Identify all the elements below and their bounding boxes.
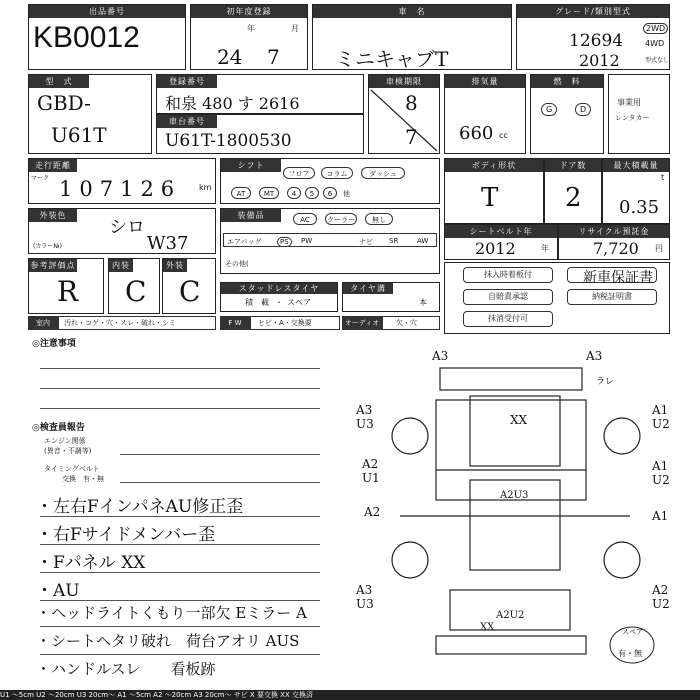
interior-header: 内装 xyxy=(109,259,133,272)
report-timing: タイミングベルト xyxy=(44,465,100,473)
plate-value: 和泉 480 す 2616 xyxy=(165,94,300,113)
model-box xyxy=(28,74,152,154)
reg-month-mark: 月 xyxy=(291,24,299,33)
eval-box xyxy=(28,258,104,314)
chassis-header: 車台番号 xyxy=(157,115,217,128)
note-2: ・右Fサイドメンバー歪 xyxy=(36,525,216,545)
shift-dash: ダッシュ xyxy=(361,167,405,179)
ib-3: 穴 xyxy=(106,319,113,327)
color-code: W37 xyxy=(147,233,189,254)
inspection-month-top: 8 xyxy=(405,91,418,115)
equip-pw: PW xyxy=(301,237,313,245)
diag-label-12: U2 xyxy=(652,473,670,487)
note-7: ・ハンドルスレ 看板跡 xyxy=(36,660,216,678)
diag-label-6: A1 xyxy=(652,403,669,417)
equip-airbag: エアバッグ xyxy=(227,238,262,246)
interior-box xyxy=(108,258,160,314)
inspection-strike xyxy=(369,88,439,153)
fuel-box xyxy=(530,74,604,154)
doc-item-2: 自賠責承認 xyxy=(463,289,553,305)
ib-5: 破れ xyxy=(141,319,155,327)
grade-value-1: 12694 xyxy=(569,31,624,51)
doc-stamp: 新車保証書 xyxy=(583,270,653,286)
belt-value: 2012 xyxy=(475,239,516,258)
disp-value: 660 xyxy=(459,123,494,144)
load-box xyxy=(602,158,670,224)
doc-item-3: 抹消受付可 xyxy=(463,311,553,327)
shift-floor: フロア xyxy=(283,167,315,179)
shift-6: 6 xyxy=(323,187,337,199)
belt-box xyxy=(444,224,558,260)
load-header: 最大積載量 xyxy=(603,159,669,172)
lot-header: 出品番号 xyxy=(29,5,185,18)
engine-line xyxy=(120,454,320,455)
body-header: ボディ形状 xyxy=(445,159,543,172)
interior-bar-items: 汚れ・コゲ・穴・スレ・破れ・シミ xyxy=(64,319,176,327)
disp-unit: cc xyxy=(499,131,508,140)
ib-1: 汚れ xyxy=(64,319,78,327)
diag-label-15: A2U3 xyxy=(500,490,529,501)
eval-header: 参考評価点 xyxy=(30,261,76,270)
front-bumper xyxy=(440,368,582,390)
plate-box xyxy=(156,74,364,114)
fuel-g: G xyxy=(541,103,557,116)
spare-label: スペア xyxy=(622,628,643,636)
note-1: ・左右FインパネAU修正歪 xyxy=(36,497,244,517)
car-diagram xyxy=(340,340,680,680)
fuel-d: D xyxy=(575,103,591,116)
note-3: ・Fパネル XX xyxy=(36,553,146,573)
fw-1: ヒビ xyxy=(258,319,272,327)
exterior-value: C xyxy=(179,275,201,308)
reg-month: 7 xyxy=(267,45,280,69)
load-unit: t xyxy=(661,173,665,182)
tire-box xyxy=(342,282,440,312)
diag-label-10: A2 xyxy=(364,505,381,519)
diag-label-11: A1 xyxy=(652,459,669,473)
usage-business: 事業用 xyxy=(617,98,641,107)
body-value: T xyxy=(481,183,499,213)
fw-label: F W xyxy=(220,316,250,330)
equip-sr: SR xyxy=(389,237,399,245)
equip-aw: AW xyxy=(417,237,429,245)
studless-opt-1: 積 載 xyxy=(245,298,269,307)
reg-year-mark: 年 xyxy=(247,24,255,33)
report-timing2: 交換 有・無 xyxy=(62,475,104,483)
diag-label-17: U3 xyxy=(356,597,374,611)
audio-label: オーディオ xyxy=(342,316,382,330)
usage-rental: レンタカー xyxy=(615,114,650,122)
caution-title: ◎注意事項 xyxy=(32,339,76,349)
diag-label-13: A1 xyxy=(652,509,669,523)
fuel-header: 燃 料 xyxy=(531,75,603,88)
equipment-header: 装備品 xyxy=(221,209,281,222)
diag-label-7: U2 xyxy=(652,417,670,431)
reg-box xyxy=(190,4,308,70)
note-6: ・シートヘタリ破れ 荷台アオリ AUS xyxy=(36,632,300,650)
eval-value: R xyxy=(57,275,79,308)
studless-opt-3: スペア xyxy=(287,298,311,307)
name-box xyxy=(312,4,512,70)
wheel-fl xyxy=(392,418,428,454)
grade-opt-4wd: 4WD xyxy=(645,39,665,48)
legend-bar: U1 ～5cm U2 ～20cm U3 20cm～ A1 ～5cm A2 ～20cm A3 20cm～ サビ X 要交換 XX 交換済 xyxy=(0,690,700,700)
doc-item-5: 納税証明書 xyxy=(567,289,657,305)
interior-bar-label: 室内 xyxy=(28,316,58,330)
shift-header: シフト xyxy=(221,159,281,172)
shift-column: コラム xyxy=(321,167,353,179)
shift-4: 4 xyxy=(287,187,301,199)
diag-label-3: ラレ xyxy=(596,377,615,387)
mileage-mark: マーク xyxy=(31,175,50,182)
diag-label-19: U2 xyxy=(652,597,670,611)
usage-box xyxy=(608,74,670,154)
note-line-4 xyxy=(40,600,320,601)
wheel-fr xyxy=(604,418,640,454)
report-engine2: (異音・不調等) xyxy=(44,447,92,455)
report-title: ◎検査員報告 xyxy=(32,423,85,433)
disp-box xyxy=(444,74,526,154)
diag-label-18: A2 xyxy=(652,583,669,597)
color-header: 外装色 xyxy=(29,209,77,222)
color-box xyxy=(28,208,216,254)
equip-cooler: クーラー xyxy=(325,213,357,225)
studless-opt-2: ・ xyxy=(275,298,283,307)
shift-other: 他 xyxy=(343,190,350,198)
note-line-1 xyxy=(40,516,320,517)
color-value: シロ xyxy=(109,217,145,238)
ib-4: スレ xyxy=(120,319,134,327)
note-line-3 xyxy=(40,572,320,573)
equip-navi: ナビ xyxy=(359,238,373,246)
au-2: ・ xyxy=(403,319,410,327)
interior-value: C xyxy=(125,275,147,308)
equip-ac: AC xyxy=(293,213,317,225)
hood xyxy=(470,396,560,466)
tire-unit: 本 xyxy=(419,298,427,307)
ib-6: シミ xyxy=(162,319,176,327)
diag-label-1: A3 xyxy=(432,349,449,363)
tire-header: タイヤ溝 xyxy=(343,283,393,294)
docs-box xyxy=(444,262,670,334)
color-code-label: (カラー№) xyxy=(33,243,62,250)
reg-header: 初年度登録 xyxy=(191,5,307,18)
recycle-header: リサイクル預託金 xyxy=(559,225,669,238)
chassis-box xyxy=(156,114,364,154)
mileage-value: 107126 xyxy=(59,177,182,201)
shift-mt: MT xyxy=(259,187,279,199)
note-line-5 xyxy=(40,626,320,627)
grade-opt-2wd: 2WD xyxy=(643,23,668,34)
diag-label-4: A3 xyxy=(356,403,373,417)
fw-3: 交換要 xyxy=(290,319,312,327)
lot-number: KB0012 xyxy=(33,21,140,54)
model-header: 型 式 xyxy=(29,75,89,88)
caution-line-3 xyxy=(40,408,320,409)
mileage-box xyxy=(28,158,216,204)
recycle-box xyxy=(558,224,670,260)
inspection-box xyxy=(368,74,440,154)
diag-label-2: A3 xyxy=(586,349,603,363)
model-value-2: U61T xyxy=(51,123,107,147)
fw-2: A xyxy=(279,319,284,327)
au-3: 穴 xyxy=(410,319,417,327)
diag-label-8: A2 xyxy=(362,457,379,471)
load-value: 0.35 xyxy=(619,197,660,218)
equip-none: 無し xyxy=(365,213,393,225)
caution-line-2 xyxy=(40,388,320,389)
chassis-value: U61T-1800530 xyxy=(165,131,292,151)
exterior-box xyxy=(162,258,216,314)
caution-line-1 xyxy=(40,368,320,369)
audio-items xyxy=(396,318,417,328)
model-value-1: GBD- xyxy=(37,91,91,115)
doc-item-1: 抹入時着板付 xyxy=(463,267,553,283)
spare-opts: 有・無 xyxy=(618,649,642,658)
lot-box xyxy=(28,4,186,70)
grade-value-2: 2012 xyxy=(579,51,620,70)
grade-header: グレード/類別型式 xyxy=(517,5,669,18)
fw-items: ヒビ・A・交換要 xyxy=(258,319,312,327)
doors-header: ドア数 xyxy=(545,159,601,172)
equip-ps: PS xyxy=(277,237,292,247)
diag-label-9: U1 xyxy=(362,471,380,485)
timing-line xyxy=(120,482,320,483)
au-1: 欠 xyxy=(396,319,403,327)
belt-header: シートベルト年 xyxy=(445,225,557,238)
note-line-2 xyxy=(40,544,320,545)
belt-unit: 年 xyxy=(541,244,549,253)
recycle-value: 7,720 xyxy=(593,239,639,258)
rear-bumper xyxy=(436,636,586,654)
note-line-6 xyxy=(40,654,320,655)
recycle-unit: 円 xyxy=(655,244,663,253)
doors-value: 2 xyxy=(565,183,582,213)
exterior-header: 外装 xyxy=(163,259,187,272)
shift-5: 5 xyxy=(305,187,319,199)
ib-2: コゲ xyxy=(85,319,99,327)
body-box xyxy=(444,158,544,224)
inspection-month-bot: 7 xyxy=(405,125,418,149)
car-name: ミニキャブT xyxy=(335,47,449,71)
mileage-header: 走行距離 xyxy=(29,159,77,172)
reg-year: 24 xyxy=(217,45,243,69)
equip-other: その他( xyxy=(225,260,249,268)
grade-box xyxy=(516,4,670,70)
grade-opt-none: 型式なし xyxy=(645,57,670,64)
equipment-box xyxy=(220,208,440,274)
shift-box xyxy=(220,158,440,204)
diag-label-5: U3 xyxy=(356,417,374,431)
note-4: ・AU xyxy=(36,581,80,601)
name-header: 車 名 xyxy=(313,5,511,18)
wheel-rr xyxy=(604,542,640,578)
doors-box xyxy=(544,158,602,224)
diag-label-14: XX xyxy=(510,413,528,427)
mileage-unit: km xyxy=(199,183,212,192)
disp-header: 排気量 xyxy=(445,75,525,88)
diag-label-20: A2U2 xyxy=(496,610,525,621)
diag-label-16: A3 xyxy=(356,583,373,597)
studless-box xyxy=(220,282,338,312)
shift-at: AT xyxy=(231,187,251,199)
report-engine: エンジン関係 xyxy=(44,437,86,445)
plate-header: 登録番号 xyxy=(157,75,217,88)
inspection-header: 車検期限 xyxy=(369,75,439,88)
wheel-rl xyxy=(392,542,428,578)
studless-header: スタッドレスタイヤ xyxy=(221,283,337,294)
note-5: ・ヘッドライトくもり一部欠 Eミラー A xyxy=(36,604,307,622)
diag-label-21: XX xyxy=(480,622,495,633)
